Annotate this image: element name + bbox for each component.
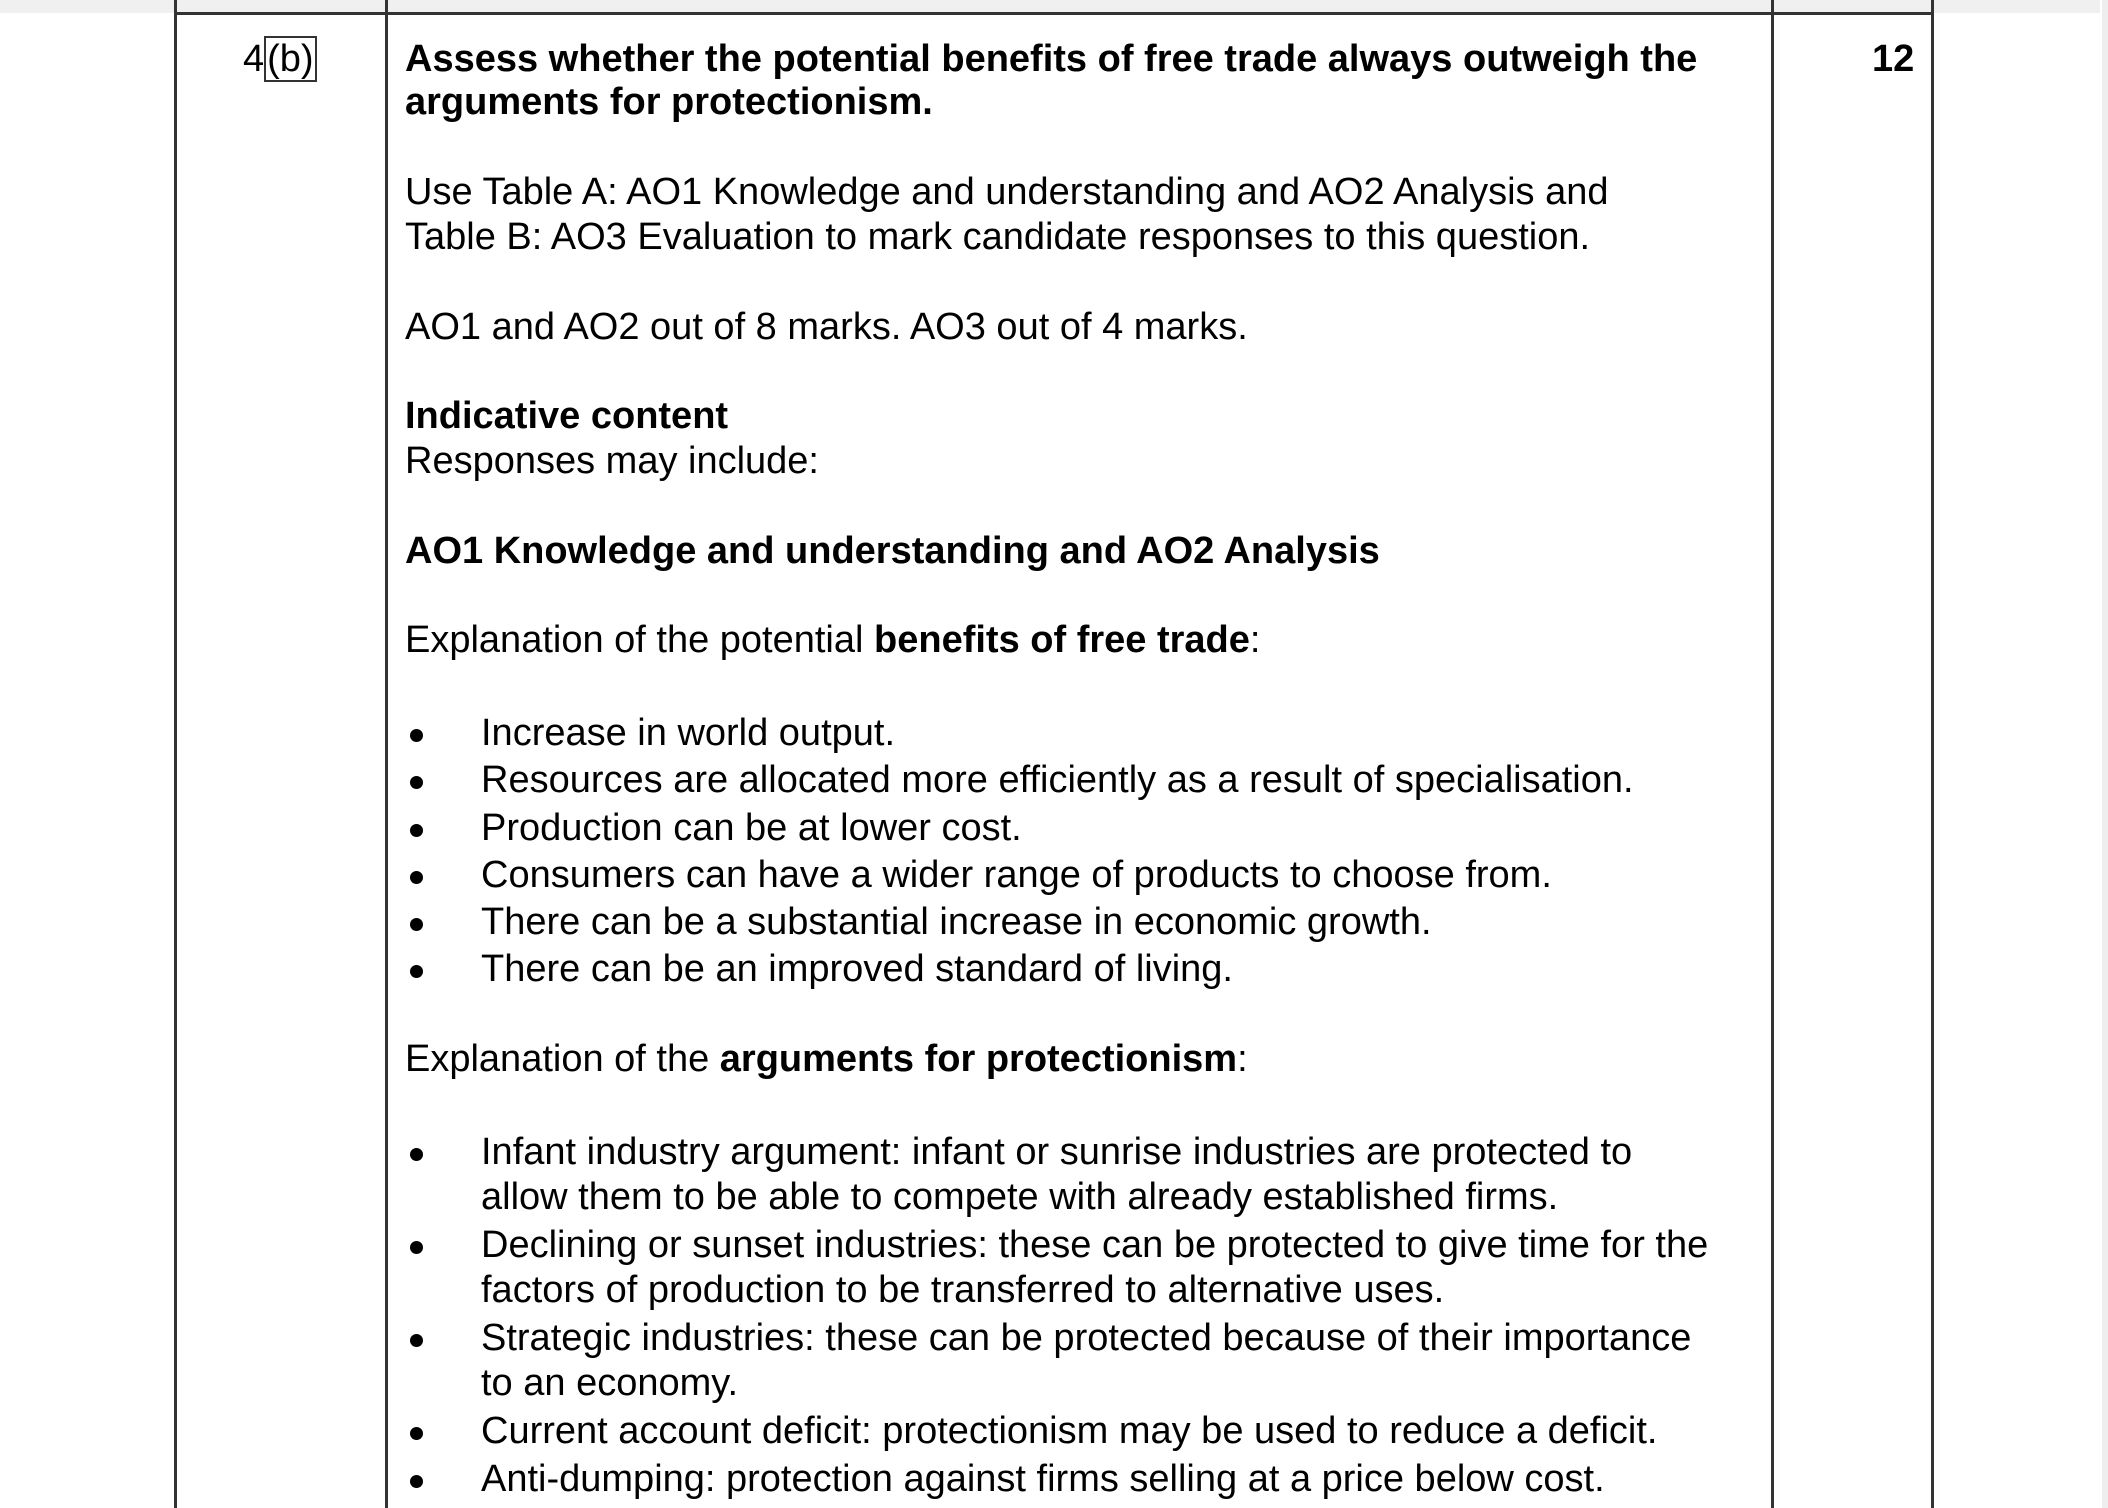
column-divider	[385, 0, 388, 1508]
list-item: Resources are allocated more efficiently as a result of specialisation.	[481, 759, 1634, 801]
table-border-right	[1931, 0, 1934, 1508]
list-item: Consumers can have a wider range of products to choose from.	[481, 854, 1552, 896]
list-item: Production can be at lower cost.	[481, 807, 1022, 849]
bullet-icon	[410, 918, 423, 931]
bullet-icon	[410, 1148, 423, 1161]
marks: 12	[1872, 38, 1915, 80]
instructions: Table B: AO3 Evaluation to mark candidate responses to this question.	[405, 216, 1591, 258]
page-edge	[2102, 0, 2108, 1508]
bullet-icon	[410, 776, 423, 789]
list-item: Anti-dumping: protection against firms selling at a price below cost.	[481, 1458, 1605, 1500]
intro-text: Explanation of the	[405, 1038, 720, 1080]
question-part: (b)	[264, 36, 316, 82]
intro-text: :	[1237, 1038, 1248, 1080]
instructions: Use Table A: AO1 Knowledge and understanding and AO2 Analysis and	[405, 171, 1609, 213]
intro-text: :	[1249, 619, 1261, 661]
column-divider	[1771, 0, 1774, 1508]
bullet-icon	[410, 1427, 423, 1440]
list-item: There can be an improved standard of living.	[481, 948, 1233, 990]
indicative-heading: Indicative content	[405, 395, 729, 437]
list-item: Strategic industries: these can be protected because of their importance	[481, 1317, 1692, 1359]
intro-bold: benefits of free trade	[874, 619, 1250, 661]
bullet-icon	[410, 824, 423, 837]
list-item: factors of production to be transferred to alternative uses.	[481, 1269, 1445, 1311]
ao-heading: AO1 Knowledge and understanding and AO2 Analysis	[405, 530, 1380, 572]
list-item: There can be a substantial increase in economic growth.	[481, 901, 1432, 943]
list-item: allow them to be able to compete with already established firms.	[481, 1176, 1559, 1218]
question-title: arguments for protectionism.	[405, 81, 933, 123]
intro-bold: arguments for protectionism	[719, 1038, 1238, 1080]
bullet-icon	[410, 1241, 423, 1254]
list-item: to an economy.	[481, 1362, 739, 1404]
bullet-icon	[410, 1334, 423, 1347]
protection-intro	[405, 1036, 1248, 1083]
question-title: Assess whether the potential benefits of free trade always outweigh the	[405, 38, 1698, 80]
bullet-icon	[410, 965, 423, 978]
bullet-icon	[410, 1475, 423, 1488]
question-number	[243, 36, 317, 83]
bullet-icon	[410, 729, 423, 742]
list-item: Declining or sunset industries: these can be protected to give time for the	[481, 1224, 1709, 1266]
table-border-left	[174, 0, 177, 1508]
list-item: Current account deficit: protectionism may be used to reduce a deficit.	[481, 1410, 1658, 1452]
bullet-icon	[410, 871, 423, 884]
question-num: 4	[243, 38, 265, 80]
list-item: Increase in world output.	[481, 712, 896, 754]
row-border	[175, 12, 1934, 15]
list-item: Infant industry argument: infant or sunrise industries are protected to	[481, 1131, 1633, 1173]
indicative-sub: Responses may include:	[405, 440, 819, 482]
intro-text: Explanation of the potential	[405, 619, 875, 661]
mark-split: AO1 and AO2 out of 8 marks. AO3 out of 4 marks.	[405, 306, 1248, 348]
benefits-intro	[405, 617, 1260, 664]
